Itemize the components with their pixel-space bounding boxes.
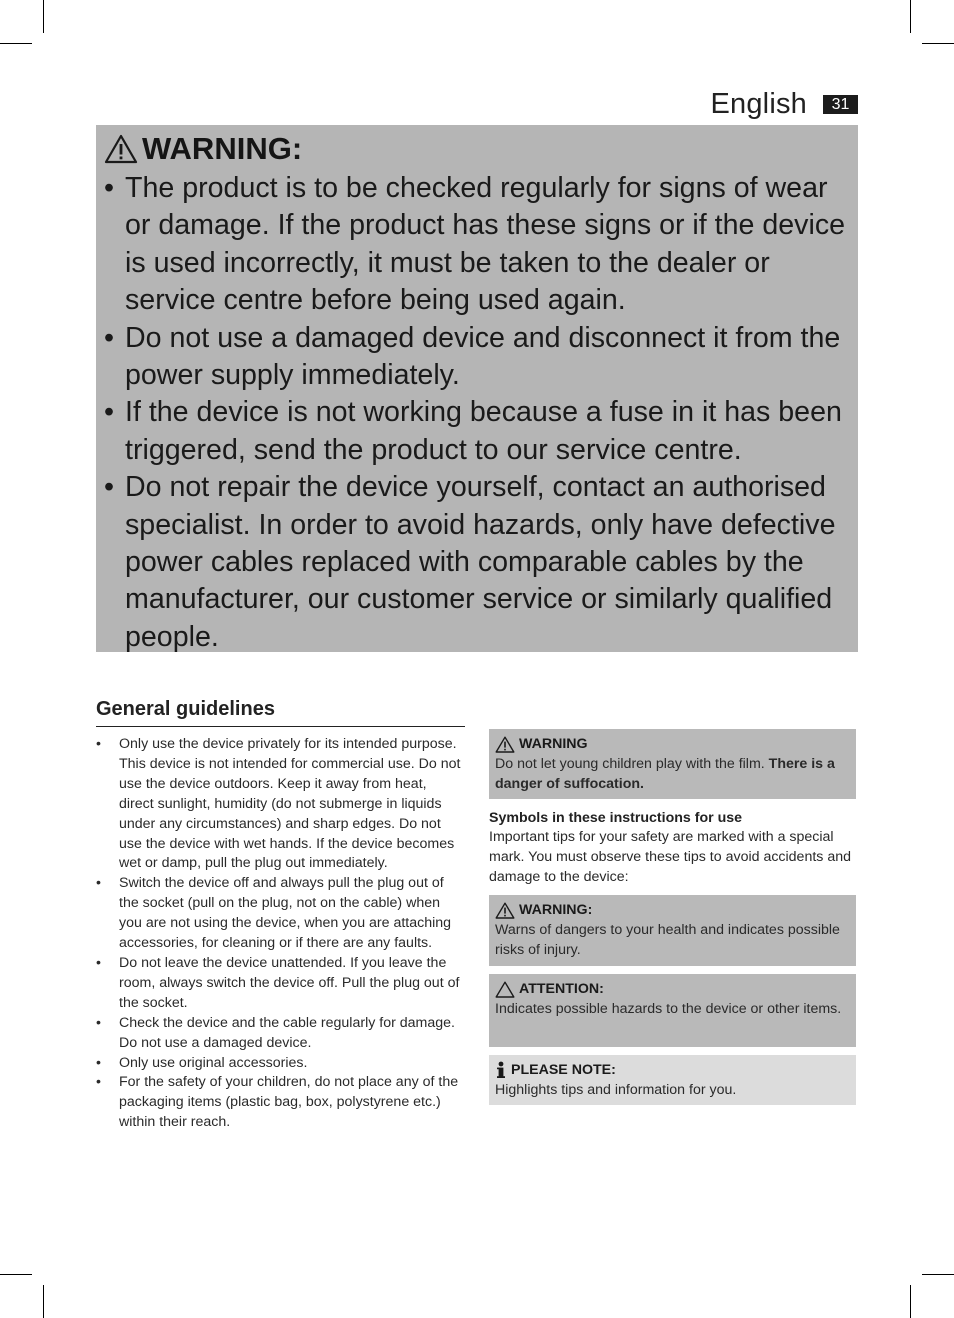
main-warning-title bbox=[104, 128, 850, 170]
film-warning-text bbox=[495, 754, 850, 794]
page-header bbox=[710, 86, 858, 122]
section-title: General guidelines bbox=[96, 698, 465, 727]
symbol-note-text: Highlights tips and information for you. bbox=[495, 1082, 737, 1098]
list-item: • Only use original accessories. bbox=[96, 1054, 465, 1074]
crop-mark bbox=[0, 1274, 32, 1275]
symbol-attention-title: ATTENTION: bbox=[519, 981, 604, 997]
list-item: • If the device is not working because a fuse in it has been triggered, send the product to our service centre. bbox=[104, 394, 850, 469]
symbol-warning-header bbox=[495, 900, 850, 920]
symbol-warning-box bbox=[489, 895, 856, 966]
film-warning-header bbox=[495, 734, 850, 754]
crop-mark bbox=[922, 1274, 954, 1275]
right-column bbox=[489, 729, 856, 1105]
symbol-warning-title: WARNING: bbox=[519, 902, 593, 918]
main-warning-title-text: WARNING: bbox=[142, 131, 303, 166]
attention-triangle-icon bbox=[495, 981, 515, 998]
symbols-title: Symbols in these instructions for use bbox=[489, 810, 743, 826]
film-warning-text-regular: Do not let young children play with the film. bbox=[495, 756, 765, 772]
guidelines-list bbox=[96, 735, 465, 1133]
page-number-badge: 31 bbox=[823, 95, 858, 114]
film-warning-box bbox=[489, 729, 856, 799]
warning-triangle-icon bbox=[495, 902, 515, 919]
crop-mark bbox=[43, 1285, 44, 1318]
symbol-attention-box bbox=[489, 974, 856, 1047]
symbol-note-box bbox=[489, 1055, 856, 1105]
warning-triangle-icon bbox=[495, 736, 515, 753]
crop-mark bbox=[43, 0, 44, 33]
symbol-note-header bbox=[495, 1060, 850, 1080]
symbol-note-title: PLEASE NOTE: bbox=[511, 1062, 616, 1078]
language-label: English bbox=[710, 87, 807, 120]
symbol-attention-header bbox=[495, 979, 850, 999]
list-item: • Do not repair the device yourself, contact an authorised specialist. In order to avoid hazards, only have defective power cables replaced with comparable cables by the manufacturer, our customer service or similarly qualified people. bbox=[104, 469, 850, 656]
list-item: • Do not leave the device unattended. If you leave the room, always switch the device off. Pull the plug out of the socket. bbox=[96, 954, 465, 1014]
info-icon bbox=[495, 1061, 507, 1079]
main-warning-box bbox=[96, 125, 858, 652]
crop-mark bbox=[910, 1285, 911, 1318]
general-guidelines-section bbox=[96, 698, 465, 1133]
crop-mark bbox=[0, 43, 32, 44]
symbols-body: Important tips for your safety are marked with a special mark. You must observe these tips to avoid accidents and damage to the device: bbox=[489, 829, 851, 885]
list-item: • Only use the device privately for its intended purpose. This device is not intended for commercial use. Do not use the device outdoors. Keep it away from heat, direct sunlight, humidity (do not submerge in liquids under any circumstances) and sharp edges. Do not use the device with wet hands. If the device becomes wet or damp, pull the plug out immediately. bbox=[96, 735, 465, 874]
symbol-attention-text: Indicates possible hazards to the device or other items. bbox=[495, 1001, 842, 1017]
crop-mark bbox=[922, 43, 954, 44]
warning-triangle-icon bbox=[104, 134, 138, 164]
list-item: • Switch the device off and always pull the plug out of the socket (pull on the plug, not on the cable) when you are not using the device, when you are attaching accessories, for cleaning or if there are any faults. bbox=[96, 874, 465, 954]
list-item: • Do not use a damaged device and disconnect it from the power supply immediately. bbox=[104, 320, 850, 395]
list-item: • Check the device and the cable regularly for damage. Do not use a damaged device. bbox=[96, 1014, 465, 1054]
film-warning-title: WARNING bbox=[519, 736, 588, 752]
main-warning-list bbox=[104, 170, 850, 656]
list-item: • For the safety of your children, do not place any of the packaging items (plastic bag, box, polystyrene etc.) within their reach. bbox=[96, 1073, 465, 1133]
film-warning-text-bold: There is a danger of suffocation. bbox=[495, 756, 835, 792]
list-item: • The product is to be checked regularly for signs of wear or damage. If the product has these signs or if the device is used incorrectly, it must be taken to the dealer or service centre before being used again. bbox=[104, 170, 850, 320]
symbol-warning-text: Warns of dangers to your health and indicates possible risks of injury. bbox=[495, 922, 840, 958]
crop-mark bbox=[910, 0, 911, 33]
